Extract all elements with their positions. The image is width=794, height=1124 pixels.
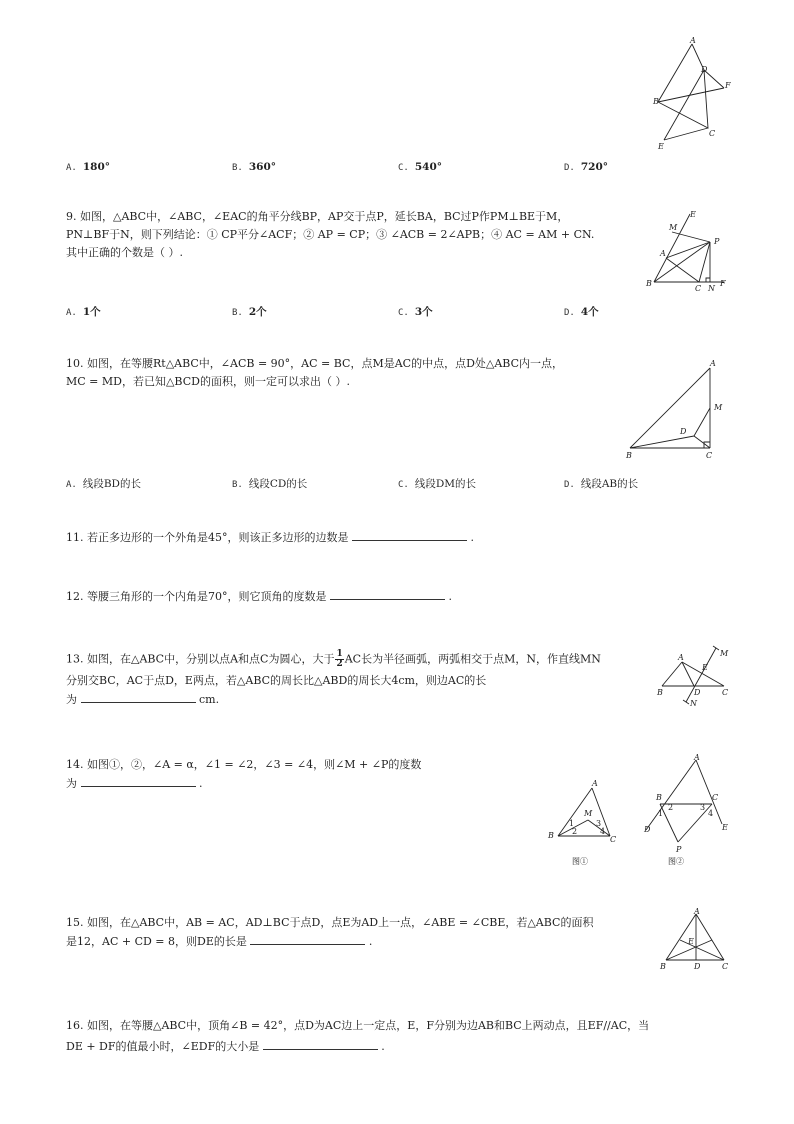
q10-label: B [626,451,632,460]
q14-fig2-label: P [676,845,682,854]
q15-figure [656,908,732,974]
q14-fig2-label: B [656,793,662,802]
q13-label: N [690,699,697,708]
q15-stem-line2: 是12，AC + CD = 8，则DE的长是 . [66,932,372,951]
q8-option-d[interactable]: D. 720° [564,161,609,173]
q14-fig2-label: 3 [700,803,706,812]
q14-fig1-label: M [584,809,593,818]
q14-fig1-label: A [592,779,598,788]
q8-label: D [701,65,708,74]
q13-answer-blank[interactable] [81,690,196,703]
q9-label: A [660,249,666,258]
q10-option-b[interactable]: B. 线段CD的长 [232,478,308,490]
q9-label: P [714,237,720,246]
q10-option-a[interactable]: A. 线段BD的长 [66,478,141,490]
q10-stem-line2: MC = MD，若已知△BCD的面积，则一定可以求出（ ）. [66,375,350,388]
q13-stem-line1: 13. 如图，在△ABC中，分别以点A和点C为圆心，大于 $\frac{1}{2}$ AC长为半径画弧，两弧相交于点M，N，作直线MN [66,649,601,669]
q16-stem-line1: 16. 如图，在等腰△ABC中，顶角∠B = 42°，点D为AC边上一定点，E，F分别为边AB和BC上两动点，且EF//AC，当 [66,1019,650,1032]
q10-option-d[interactable]: D. 线段AB的长 [564,478,639,490]
q15-answer-blank[interactable] [250,932,365,945]
q9-label: M [669,223,678,232]
q8-option-b[interactable]: B. 360° [232,161,277,173]
q8-option-c[interactable]: C. 540° [398,161,443,173]
q9-option-c[interactable]: C. 3个 [398,306,433,318]
q10-label: C [706,451,713,460]
q8-label: A [690,36,696,45]
q13-label: C [722,688,729,697]
q12-answer-blank[interactable] [330,587,445,600]
q11-stem: 11. 若正多边形的一个外角是45°，则该正多边形的边数是 . [66,528,474,547]
q14-fig2-label: A [694,753,700,762]
q9-label: C [695,284,702,292]
q14-fig1-label: 2 [572,827,578,836]
q10-label: A [710,359,716,368]
q14-answer-blank[interactable] [81,774,196,787]
q13-figure [652,640,734,712]
q9-label: N [708,284,715,292]
q14-fig2-label: C [712,793,719,802]
q14-stem-line1: 14. 如图①，②，∠A = α，∠1 = ∠2，∠3 = ∠4，则∠M + ∠P的度数 [66,758,422,771]
q16-stem-line2: DE + DF的值最小时，∠EDF的大小是 . [66,1037,385,1056]
q14-fig1-label: 3 [596,819,602,828]
q8-label: E [658,142,664,151]
q12-stem: 12. 等腰三角形的一个内角是70°，则它顶角的度数是 . [66,587,452,606]
q8-label: B [653,97,659,106]
q13-label: M [720,649,729,658]
q14-fig2-label: 4 [708,809,714,818]
q14-stem-line2: 为 . [66,774,203,793]
q14-fig1-label: B [548,831,554,840]
q13-fraction: $\frac{1}{2}$ [336,649,343,669]
q8-label: F [725,81,731,90]
q9-label: F [720,279,726,288]
q9-figure [642,206,734,292]
q16-answer-blank[interactable] [263,1037,378,1050]
q9-label: B [646,279,652,288]
q9-stem-line3: 其中正确的个数是（ ）. [66,246,183,259]
q14-fig2-caption: 图② [668,857,684,866]
q9-stem-line1: 9. 如图，△ABC中，∠ABC，∠EAC的角平分线BP，AP交于点P，延长BA，BC过P作PM⊥BE于M， [66,210,569,223]
q15-label: A [694,908,700,916]
q13-stem-line2: 分别交BC，AC于点D，E两点，若△ABC的周长比△ABD的周长大4cm，则边AC的长 [66,674,487,687]
q8-option-a[interactable]: A. 180° [66,161,111,173]
q14-figure-2 [636,752,734,870]
q8-label: C [709,129,716,138]
q14-fig1-label: C [610,835,617,844]
q14-fig1-caption: 图① [572,857,588,866]
q14-fig2-label: E [722,823,728,832]
q14-fig2-label: D [644,825,651,834]
q9-label: E [690,210,696,219]
q15-label: E [688,937,694,946]
q14-fig1-label: 4 [600,827,606,836]
q10-label: D [680,427,687,436]
q9-option-d[interactable]: D. 4个 [564,306,599,318]
q14-fig1-label: 1 [569,819,575,828]
q14-figure-1 [544,776,624,870]
q15-label: B [660,962,666,971]
q15-label: D [694,962,701,971]
q10-stem-line1: 10. 如图，在等腰Rt△ABC中，∠ACB = 90°，AC = BC，点M是AC的中点，点D处△ABC内一点， [66,357,563,370]
q15-stem-line1: 15. 如图，在△ABC中，AB = AC，AD⊥BC于点D，点E为AD上一点，∠ABE = ∠CBE，若△ABC的面积 [66,916,594,929]
q8-figure [648,36,734,152]
q15-label: C [722,962,729,971]
q14-fig2-label: 2 [668,803,674,812]
q13-label: A [678,653,684,662]
q9-option-a[interactable]: A. 1个 [66,306,101,318]
q14-fig2-label: 1 [658,809,664,818]
q11-answer-blank[interactable] [352,528,467,541]
q13-label: B [657,688,663,697]
q13-stem-line3: 为 cm. [66,690,219,709]
q9-stem-line2: PN⊥BF于N，则下列结论：① CP平分∠ACF；② AP = CP；③ ∠ACB = 2∠APB；④ AC = AM + CN. [66,228,595,241]
q10-figure [620,354,732,464]
q13-label: D [694,688,701,697]
q9-option-b[interactable]: B. 2个 [232,306,267,318]
q13-label: E [702,663,708,672]
q10-option-c[interactable]: C. 线段DM的长 [398,478,477,490]
q10-label: M [714,403,723,412]
